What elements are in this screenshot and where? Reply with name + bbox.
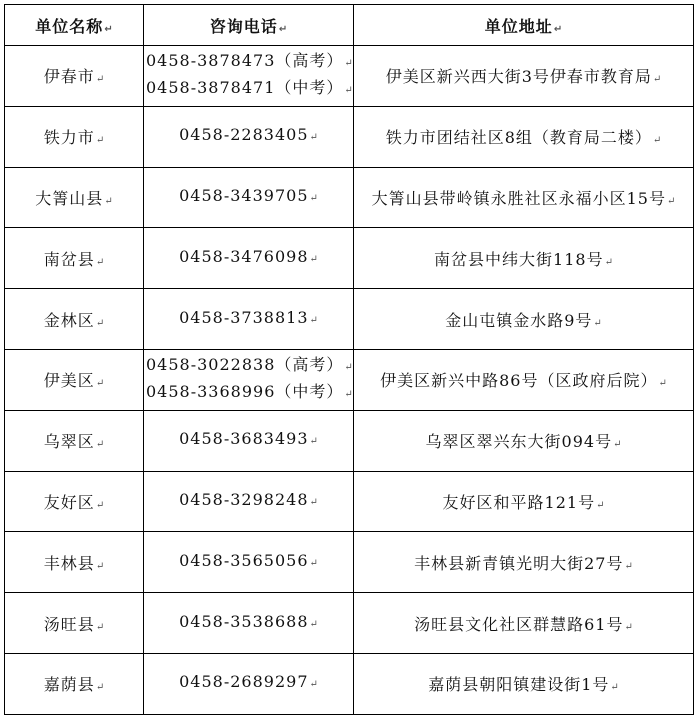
header-address: 单位地址↵ — [354, 5, 694, 46]
cell-unit-name — [5, 653, 144, 714]
phone-line — [146, 306, 351, 333]
paragraph-mark-icon: ↵ — [95, 74, 105, 86]
cell-address — [354, 532, 694, 593]
address-text: 大箐山县带岭镇永胜社区永福小区15号 — [371, 188, 666, 208]
cell-address — [354, 410, 694, 471]
cell-phone — [144, 106, 354, 167]
cell-unit-name — [5, 167, 144, 228]
cell-phone — [144, 228, 354, 289]
phone-number-text: 0458-3738813 — [179, 307, 309, 327]
paragraph-mark-icon: ↵ — [666, 195, 676, 207]
cell-address — [354, 106, 694, 167]
cell-address — [354, 228, 694, 289]
paragraph-mark-icon: ↵ — [624, 560, 633, 572]
phone-line — [146, 353, 351, 380]
paragraph-mark-icon: ↵ — [104, 23, 113, 35]
cell-unit-name — [5, 593, 144, 654]
phone-number-text: 0458-3298248 — [179, 489, 309, 509]
paragraph-mark-icon: ↵ — [95, 378, 105, 390]
address-text: 乌翠区翠兴东大街094号 — [425, 432, 613, 452]
paragraph-mark-icon: ↵ — [309, 314, 318, 326]
cell-phone — [144, 471, 354, 532]
table-row — [5, 349, 694, 410]
cell-unit-name — [5, 410, 144, 471]
phone-number-text: 0458-2689297 — [179, 672, 309, 692]
cell-address — [354, 349, 694, 410]
cell-unit-name — [5, 106, 144, 167]
cell-unit-name — [5, 349, 144, 410]
header-name: 单位名称↵ — [5, 5, 144, 46]
paragraph-mark-icon: ↵ — [309, 618, 318, 630]
paragraph-mark-icon: ↵ — [344, 57, 353, 69]
paragraph-mark-icon: ↵ — [344, 84, 353, 96]
paragraph-mark-icon: ↵ — [624, 621, 633, 633]
paragraph-mark-icon: ↵ — [95, 560, 105, 572]
unit-name-text: 嘉荫县 — [43, 675, 95, 695]
address-text: 丰林县新青镇光明大街27号 — [414, 553, 624, 573]
paragraph-mark-icon: ↵ — [309, 253, 318, 265]
phone-number-text: 0458-3878473（高考） — [146, 50, 344, 70]
phone-line — [146, 76, 351, 103]
phone-number-text: 0458-3439705 — [179, 185, 309, 205]
table-row — [5, 593, 694, 654]
cell-phone — [144, 593, 354, 654]
paragraph-mark-icon: ↵ — [596, 499, 605, 511]
paragraph-mark-icon: ↵ — [309, 679, 318, 691]
table-row — [5, 228, 694, 289]
paragraph-mark-icon: ↵ — [95, 621, 105, 633]
address-text: 铁力市团结社区8组（教育局二楼） — [385, 128, 652, 148]
paragraph-mark-icon: ↵ — [593, 317, 602, 329]
address-text: 伊美区新兴中路86号（区政府后院） — [380, 371, 658, 391]
address-text: 南岔县中纬大街118号 — [434, 249, 604, 269]
unit-name-text: 大箐山县 — [35, 188, 104, 208]
phone-number-text: 0458-3683493 — [179, 429, 309, 449]
cell-phone — [144, 410, 354, 471]
paragraph-mark-icon: ↵ — [610, 682, 619, 694]
paragraph-mark-icon: ↵ — [95, 135, 105, 147]
unit-name-text: 汤旺县 — [43, 614, 95, 634]
table-row — [5, 46, 694, 107]
cell-address — [354, 653, 694, 714]
table-body — [5, 46, 694, 715]
paragraph-mark-icon: ↵ — [95, 439, 105, 451]
paragraph-mark-icon: ↵ — [613, 439, 622, 451]
unit-name-text: 友好区 — [43, 492, 95, 512]
cell-phone — [144, 349, 354, 410]
paragraph-mark-icon: ↵ — [95, 499, 105, 511]
paragraph-mark-icon: ↵ — [95, 317, 105, 329]
paragraph-mark-icon: ↵ — [309, 192, 318, 204]
paragraph-mark-icon: ↵ — [344, 361, 353, 373]
table-row — [5, 532, 694, 593]
paragraph-mark-icon: ↵ — [309, 557, 318, 569]
phone-number-text: 0458-3538688 — [179, 611, 309, 631]
paragraph-mark-icon: ↵ — [95, 256, 105, 268]
cell-unit-name — [5, 228, 144, 289]
phone-line — [146, 184, 351, 211]
paragraph-mark-icon: ↵ — [658, 378, 667, 390]
cell-address — [354, 471, 694, 532]
cell-unit-name — [5, 532, 144, 593]
paragraph-mark-icon: ↵ — [309, 436, 318, 448]
table-row — [5, 289, 694, 350]
phone-line — [146, 610, 351, 637]
unit-name-text: 南岔县 — [43, 249, 95, 269]
unit-name-text: 伊美区 — [43, 371, 95, 391]
phone-number-text: 0458-3368996（中考） — [146, 381, 344, 401]
cell-phone — [144, 653, 354, 714]
table-row — [5, 653, 694, 714]
cell-address — [354, 167, 694, 228]
paragraph-mark-icon: ↵ — [344, 388, 353, 400]
phone-line — [146, 549, 351, 576]
paragraph-mark-icon: ↵ — [95, 682, 105, 694]
paragraph-mark-icon: ↵ — [553, 23, 563, 35]
cell-address — [354, 46, 694, 107]
address-text: 友好区和平路121号 — [442, 492, 596, 512]
table-row — [5, 167, 694, 228]
phone-number-text: 0458-3022838（高考） — [146, 354, 344, 374]
address-text: 嘉荫县朝阳镇建设街1号 — [428, 675, 610, 695]
paragraph-mark-icon: ↵ — [652, 135, 662, 147]
cell-address — [354, 289, 694, 350]
cell-unit-name — [5, 289, 144, 350]
cell-unit-name — [5, 471, 144, 532]
phone-number-text: 0458-3476098 — [179, 246, 309, 266]
phone-number-text: 0458-3565056 — [179, 550, 309, 570]
paragraph-mark-icon: ↵ — [652, 74, 662, 86]
cell-unit-name — [5, 46, 144, 107]
header-phone: 咨询电话↵ — [144, 5, 354, 46]
address-text: 汤旺县文化社区群慧路61号 — [414, 614, 624, 634]
contact-table — [4, 4, 694, 715]
address-text: 伊美区新兴西大街3号伊春市教育局 — [385, 67, 652, 87]
cell-phone — [144, 289, 354, 350]
cell-phone — [144, 46, 354, 107]
phone-number-text: 0458-2283405 — [179, 125, 309, 145]
unit-name-text: 伊春市 — [43, 67, 95, 87]
table-row — [5, 106, 694, 167]
paragraph-mark-icon: ↵ — [278, 23, 288, 35]
table-row — [5, 471, 694, 532]
unit-name-text: 铁力市 — [43, 128, 95, 148]
unit-name-text: 金林区 — [43, 310, 95, 330]
phone-line — [146, 488, 351, 515]
phone-line — [146, 670, 351, 697]
phone-line — [146, 123, 351, 150]
cell-phone — [144, 532, 354, 593]
paragraph-mark-icon: ↵ — [604, 256, 613, 268]
unit-name-text: 乌翠区 — [43, 432, 95, 452]
table-row — [5, 410, 694, 471]
cell-address — [354, 593, 694, 654]
paragraph-mark-icon: ↵ — [309, 496, 318, 508]
paragraph-mark-icon: ↵ — [104, 195, 113, 207]
phone-line — [146, 380, 351, 407]
cell-phone — [144, 167, 354, 228]
phone-line — [146, 427, 351, 454]
phone-number-text: 0458-3878471（中考） — [146, 77, 344, 97]
header-row — [5, 5, 694, 46]
phone-line — [146, 245, 351, 272]
paragraph-mark-icon: ↵ — [309, 132, 318, 144]
unit-name-text: 丰林县 — [43, 553, 95, 573]
address-text: 金山屯镇金水路9号 — [445, 310, 593, 330]
phone-line — [146, 49, 351, 76]
